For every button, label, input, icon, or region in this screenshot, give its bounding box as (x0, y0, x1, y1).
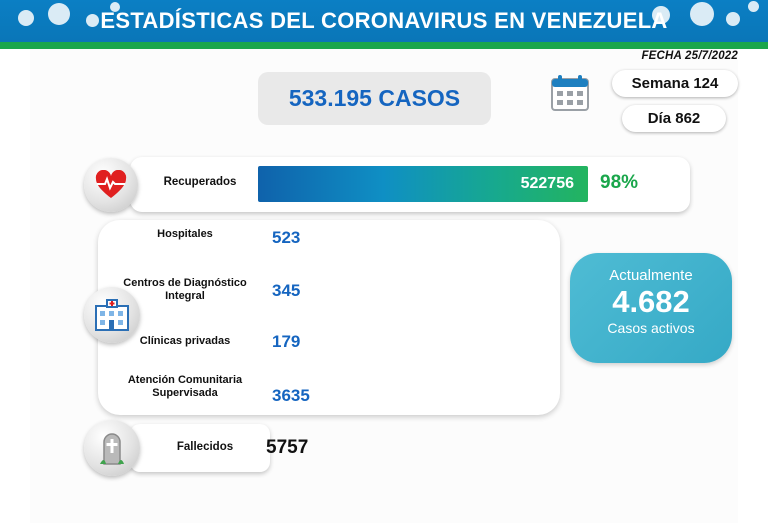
semana-label: Semana 124 (631, 75, 719, 92)
active-cases-card (570, 253, 732, 363)
centro-row-acs (110, 374, 440, 420)
centro-label: Hospitales (157, 228, 213, 240)
centro-value: 345 (272, 281, 301, 300)
active-cases-line3: Casos activos (607, 320, 695, 336)
centro-value: 523 (272, 228, 301, 247)
tombstone-icon (84, 420, 140, 476)
calendar-icon (550, 74, 590, 112)
centro-row-cdi (110, 277, 440, 311)
dia-badge (622, 105, 726, 132)
page-title: ESTADÍSTICAS DEL CORONAVIRUS EN VENEZUELA (100, 8, 668, 33)
dia-label: Día 862 (647, 110, 701, 127)
right-gutter (738, 49, 768, 523)
total-cases-box (258, 72, 491, 125)
centro-label: Atención Comunitaria Supervisada (127, 374, 243, 399)
centro-value: 179 (272, 332, 301, 351)
fallecidos-label: Fallecidos (176, 441, 234, 453)
centro-value: 3635 (272, 386, 310, 405)
recuperados-percent: 98% (600, 172, 639, 193)
header-bar (0, 0, 768, 42)
active-cases-value: 4.682 (612, 284, 690, 319)
centro-row-hospitales (110, 228, 440, 262)
centro-label: Clínicas privadas (139, 335, 231, 347)
total-cases-value: 533.195 CASOS (288, 85, 461, 111)
fallecidos-value: 5757 (266, 437, 309, 458)
week-day-group (550, 70, 740, 140)
semana-badge (612, 70, 738, 97)
header-accent-bar (0, 42, 768, 49)
recuperados-value: 522756 (520, 175, 574, 192)
active-cases-line1: Actualmente (609, 267, 693, 284)
left-gutter (0, 49, 30, 523)
date-label: FECHA 25/7/2022 (641, 50, 738, 62)
heart-pulse-icon (84, 158, 138, 212)
recuperados-bar (258, 166, 588, 202)
recuperados-label: Recuperados (163, 176, 237, 188)
centro-row-clinicas (110, 332, 440, 369)
centro-label: Centros de Diagnóstico Integral (123, 277, 247, 302)
